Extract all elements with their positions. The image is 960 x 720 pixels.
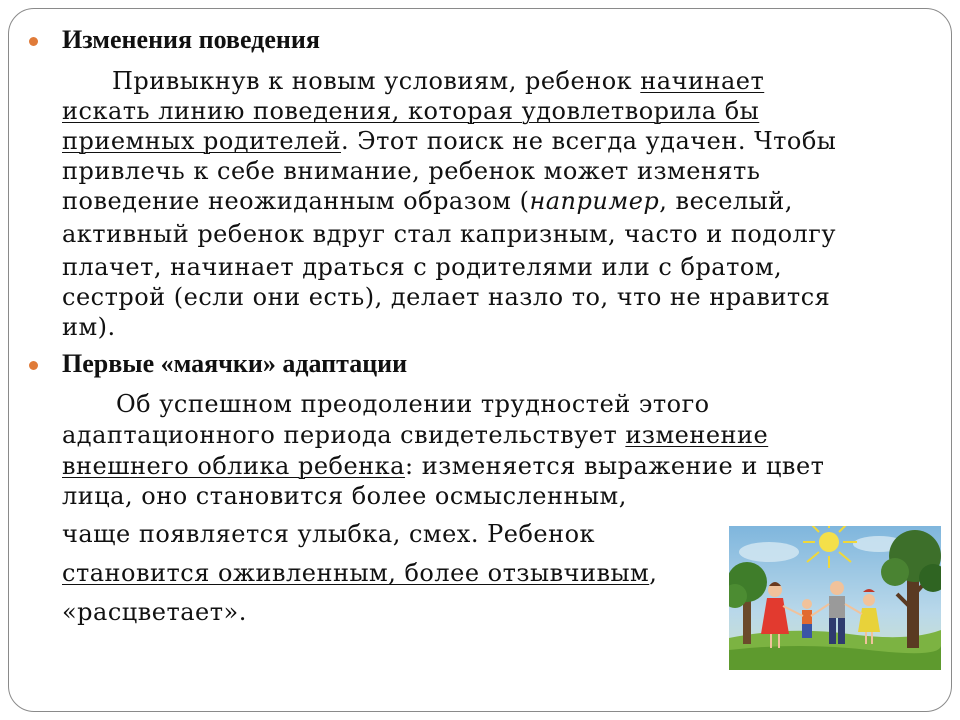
paragraph-line: лица, оно становится более осмысленным, [62, 482, 627, 510]
paragraph-line: активный ребенок вдруг стал капризным, часто и подолгу [62, 220, 836, 248]
paragraph-line: чаще появляется улыбка, смех. Ребенок [62, 520, 596, 548]
paragraph-line: искать линию поведения, которая удовлетворила бы [62, 97, 760, 125]
section-heading-adaptation: Первые «маячки» адаптации [62, 349, 408, 378]
paragraph-line: сестрой (если они есть), делает назло то, что не нравится [62, 283, 831, 311]
paragraph-line: внешнего облика ребенка: изменяется выражение и цвет [62, 452, 825, 480]
paragraph-line: им). [62, 313, 116, 341]
family-drawing-image [729, 526, 941, 670]
paragraph-line: поведение неожиданным образом (например, веселый, [62, 187, 793, 215]
paragraph-line: адаптационного периода свидетельствует изменение [62, 421, 769, 449]
paragraph-line: Об успешном преодолении трудностей этого [116, 390, 710, 418]
bullet-icon [29, 361, 38, 370]
paragraph-line: становится оживленным, более отзывчивым, [62, 559, 658, 587]
bullet-icon [29, 37, 38, 46]
paragraph-line: Привыкнув к новым условиям, ребенок начинает [112, 67, 765, 95]
paragraph-line: привлечь к себе внимание, ребенок может изменять [62, 157, 761, 185]
paragraph-line: плачет, начинает драться с родителями или с братом, [62, 253, 783, 281]
paragraph-line: приемных родителей. Этот поиск не всегда удачен. Чтобы [62, 127, 837, 155]
section-heading-behavior: Изменения поведения [62, 25, 320, 54]
paragraph-line: «расцветает». [62, 598, 247, 626]
